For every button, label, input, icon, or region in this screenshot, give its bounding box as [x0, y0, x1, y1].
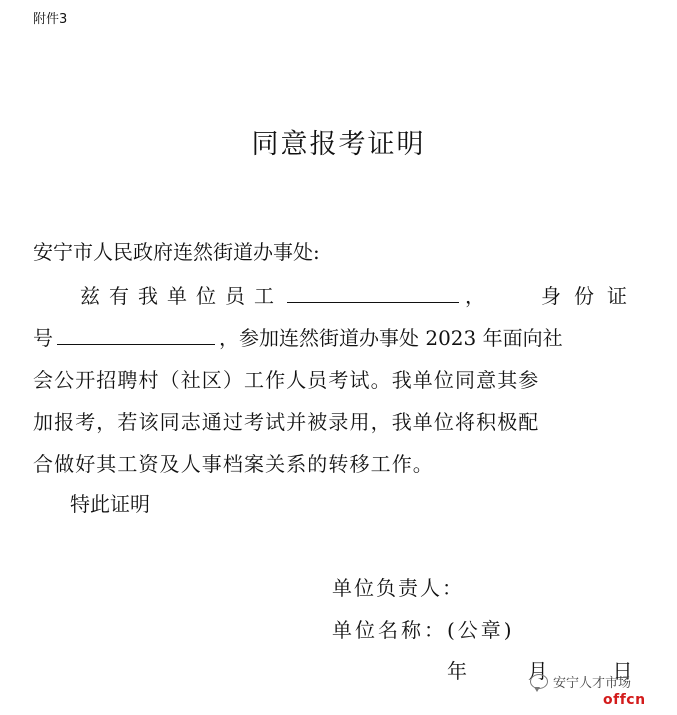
wechat-icon	[530, 674, 548, 689]
line1-start: 兹有我单位员工	[80, 284, 283, 308]
offcn-logo: offcn	[603, 692, 646, 708]
line2-start: 号	[33, 326, 53, 350]
document-title: 同意报考证明	[251, 129, 426, 160]
body-line-2	[33, 322, 563, 351]
body-line-1	[80, 280, 640, 309]
special-certification: 特此证明	[70, 492, 150, 516]
unit-name-label: 单位名称：(公章)	[332, 618, 515, 642]
id-number-blank	[57, 326, 215, 345]
employee-name-blank	[287, 284, 459, 303]
line2-end: ，参加连然街道办事处 2023 年面向社	[219, 326, 563, 350]
wechat-watermark	[530, 672, 631, 691]
date-day: 日	[612, 659, 633, 683]
line1-end: 身份证	[541, 284, 640, 308]
line1-comma: ，	[465, 284, 485, 308]
attachment-label: 附件3	[33, 12, 68, 27]
date-year: 年	[447, 659, 467, 683]
body-line-3: 会公开招聘村（社区）工作人员考试。我单位同意其参	[33, 368, 540, 392]
body-line-4: 加报考，若该同志通过考试并被录用，我单位将积极配	[33, 410, 540, 434]
watermark-account: 安宁人才市场	[553, 676, 632, 691]
body-line-5: 合做好其工资及人事档案关系的转移工作。	[33, 452, 434, 476]
unit-responsible-label: 单位负责人：	[332, 576, 464, 600]
date-month: 月	[527, 659, 548, 683]
addressee: 安宁市人民政府连然街道办事处:	[33, 240, 320, 264]
